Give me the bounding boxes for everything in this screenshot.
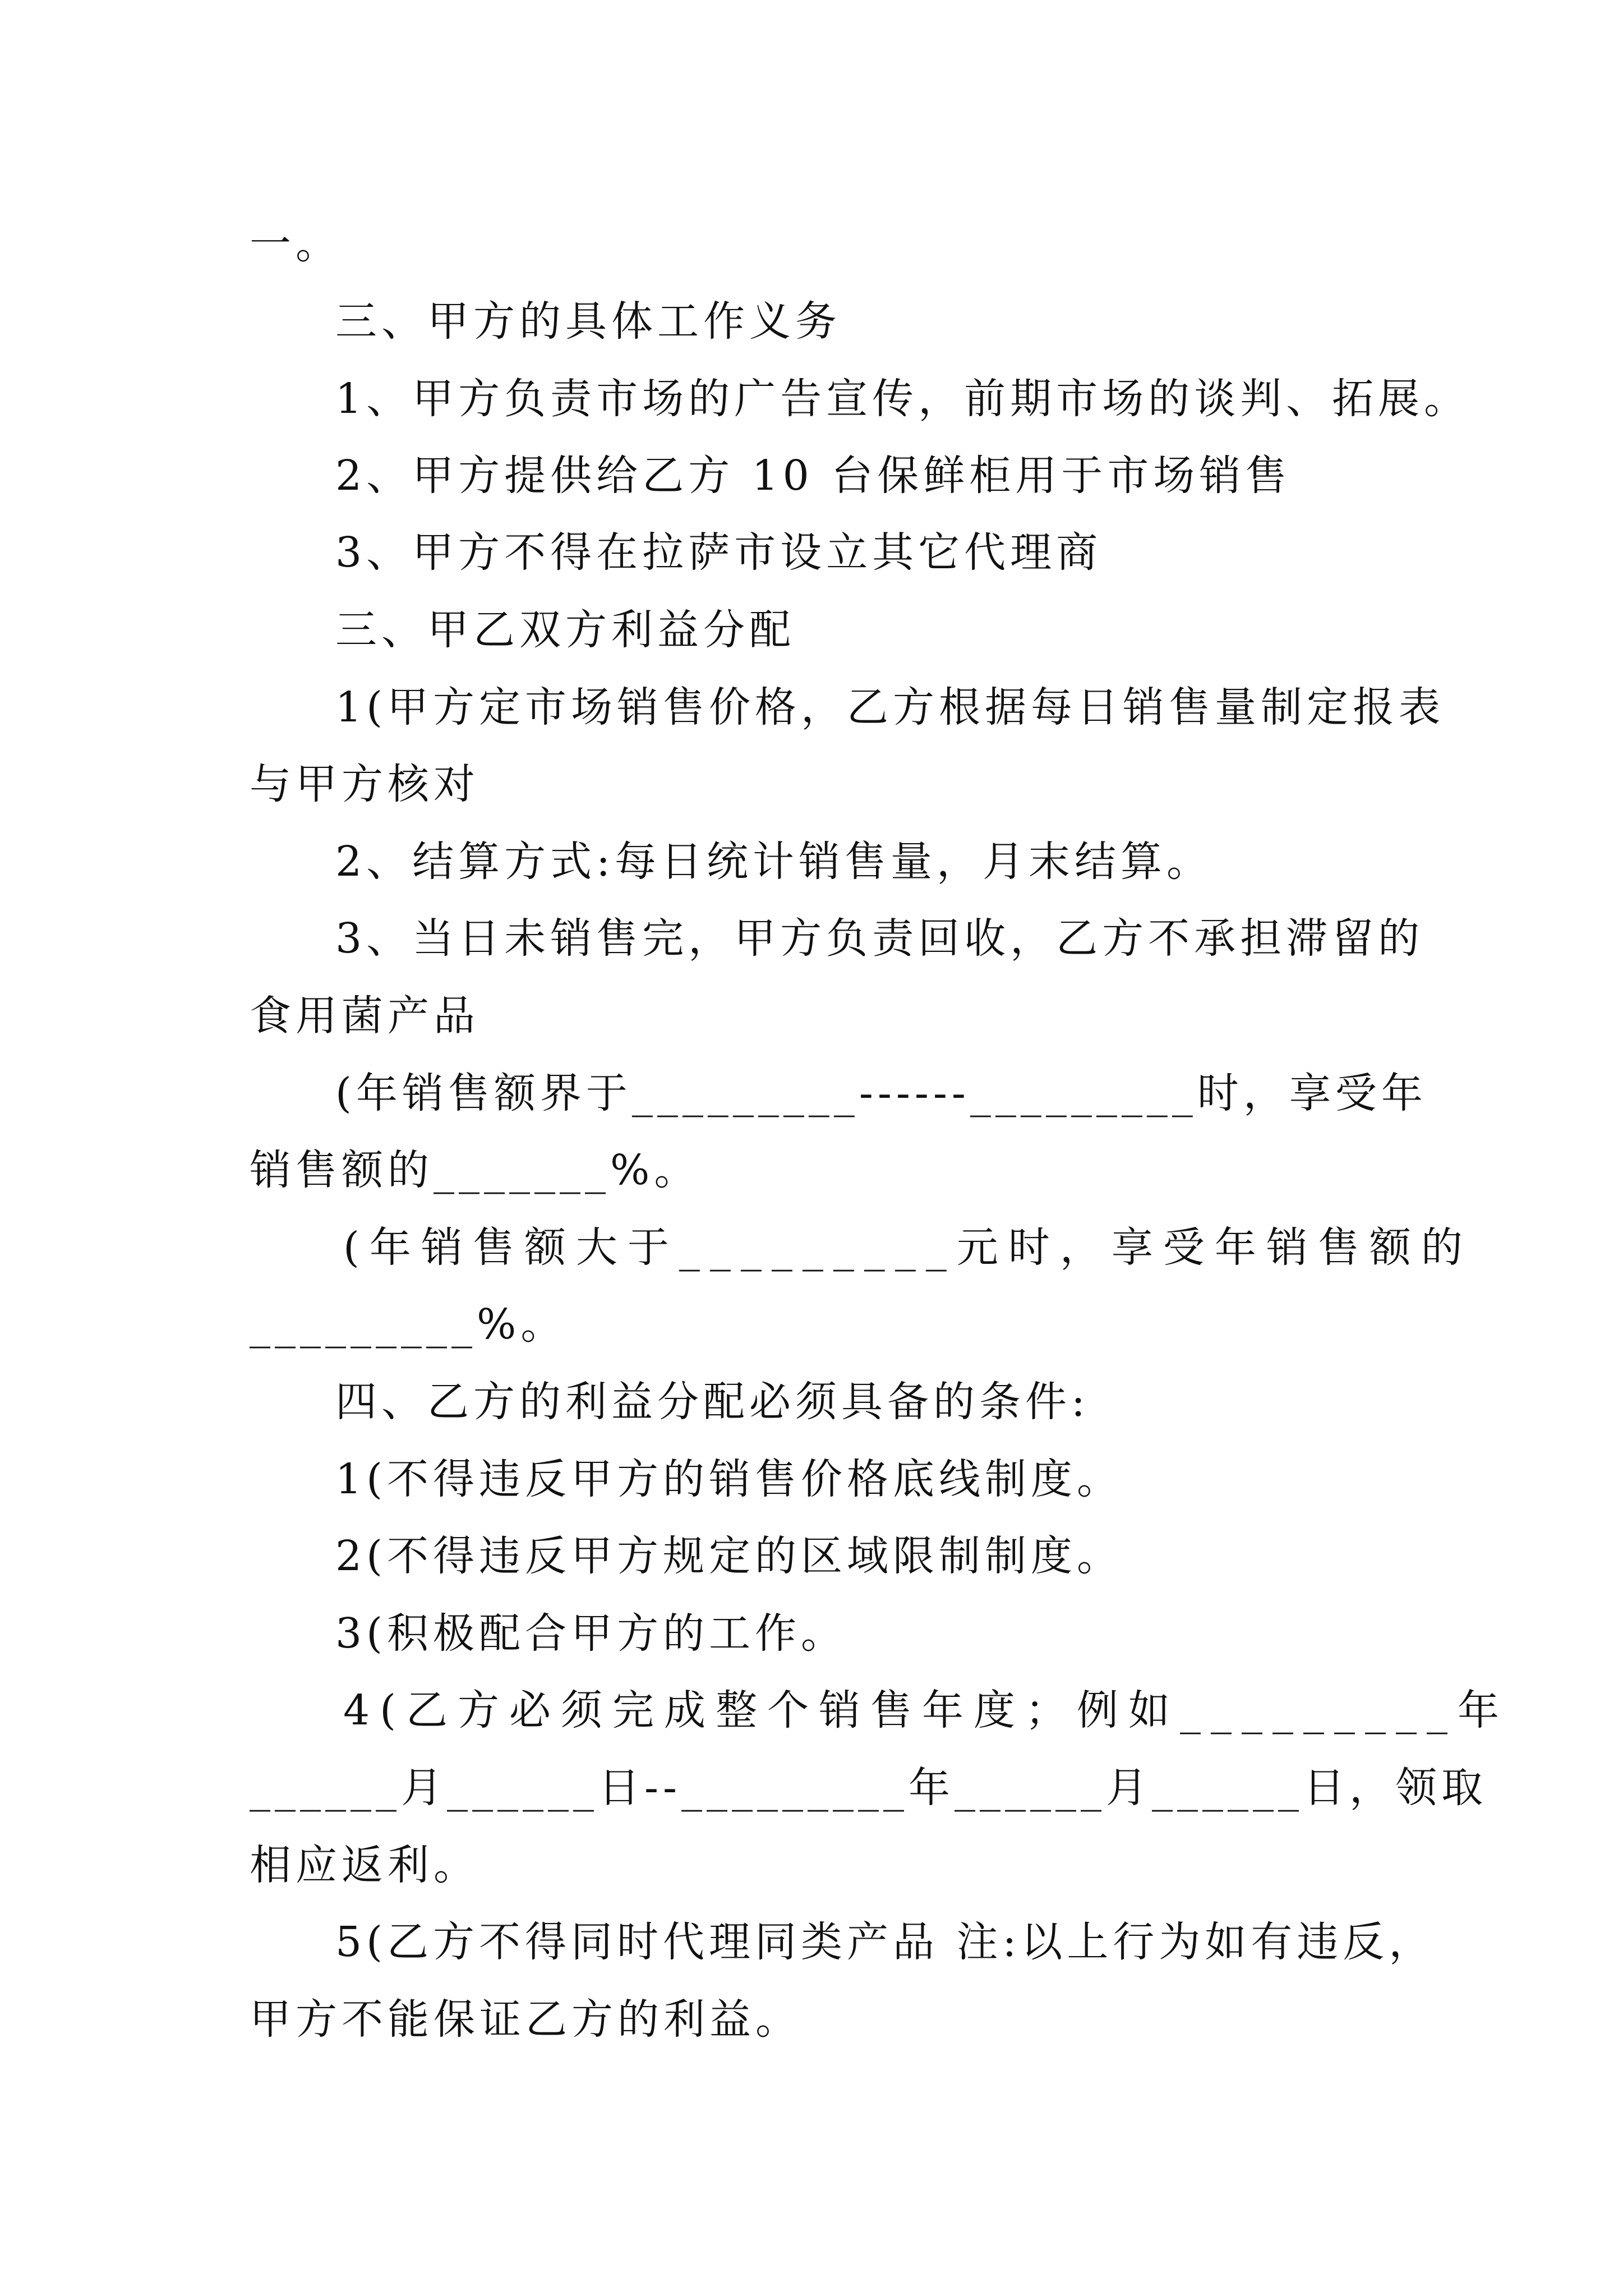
text-line: 5(乙方不得同时代理同类产品 注:以上行为如有违反，: [335, 1918, 1435, 1966]
text-line: (年销售额界于_________------_________时，享受年: [335, 1069, 1427, 1117]
text-line: (年销售额大于_________元时，享受年销售额的: [343, 1223, 1473, 1272]
section-heading: 三、甲乙双方利益分配: [335, 606, 795, 654]
text-line: 食用菌产品: [250, 992, 479, 1040]
section-heading: 三、甲方的具体工作义务: [335, 297, 841, 346]
text-line: 与甲方核对: [250, 760, 479, 808]
text-line: 2(不得违反甲方规定的区域限制制度。: [335, 1532, 1123, 1580]
text-line: ______月______日--_________年______月______日，领取: [250, 1764, 1488, 1812]
text-line: 销售额的_______%。: [250, 1146, 700, 1194]
text-line: 一。: [250, 220, 342, 268]
text-line: _________%。: [250, 1300, 567, 1349]
text-line: 2、甲方提供给乙方 10 台保鲜柜用于市场销售: [335, 452, 1292, 500]
text-line: 4(乙方必须完成整个销售年度；例如_________年: [343, 1686, 1509, 1734]
text-line: 2、结算方式:每日统计销售量，月末结算。: [335, 838, 1213, 886]
text-line: 3(积极配合甲方的工作。: [335, 1609, 847, 1658]
text-line: 1(不得违反甲方的销售价格底线制度。: [335, 1455, 1123, 1503]
section-heading: 四、乙方的利益分配必须具备的条件:: [335, 1378, 1090, 1426]
text-line: 3、甲方不得在拉萨市设立其它代理商: [335, 528, 1103, 577]
text-line: 甲方不能保证乙方的利益。: [250, 1995, 801, 2044]
text-line: 3、当日未销售完，甲方负责回收，乙方不承担滞留的: [335, 914, 1424, 963]
text-line: 1、甲方负责市场的广告宣传，前期市场的谈判、拓展。: [335, 375, 1470, 423]
text-line: 相应返利。: [250, 1841, 479, 1889]
text-line: 1(甲方定市场销售价格，乙方根据每日销售量制定报表: [335, 683, 1445, 731]
